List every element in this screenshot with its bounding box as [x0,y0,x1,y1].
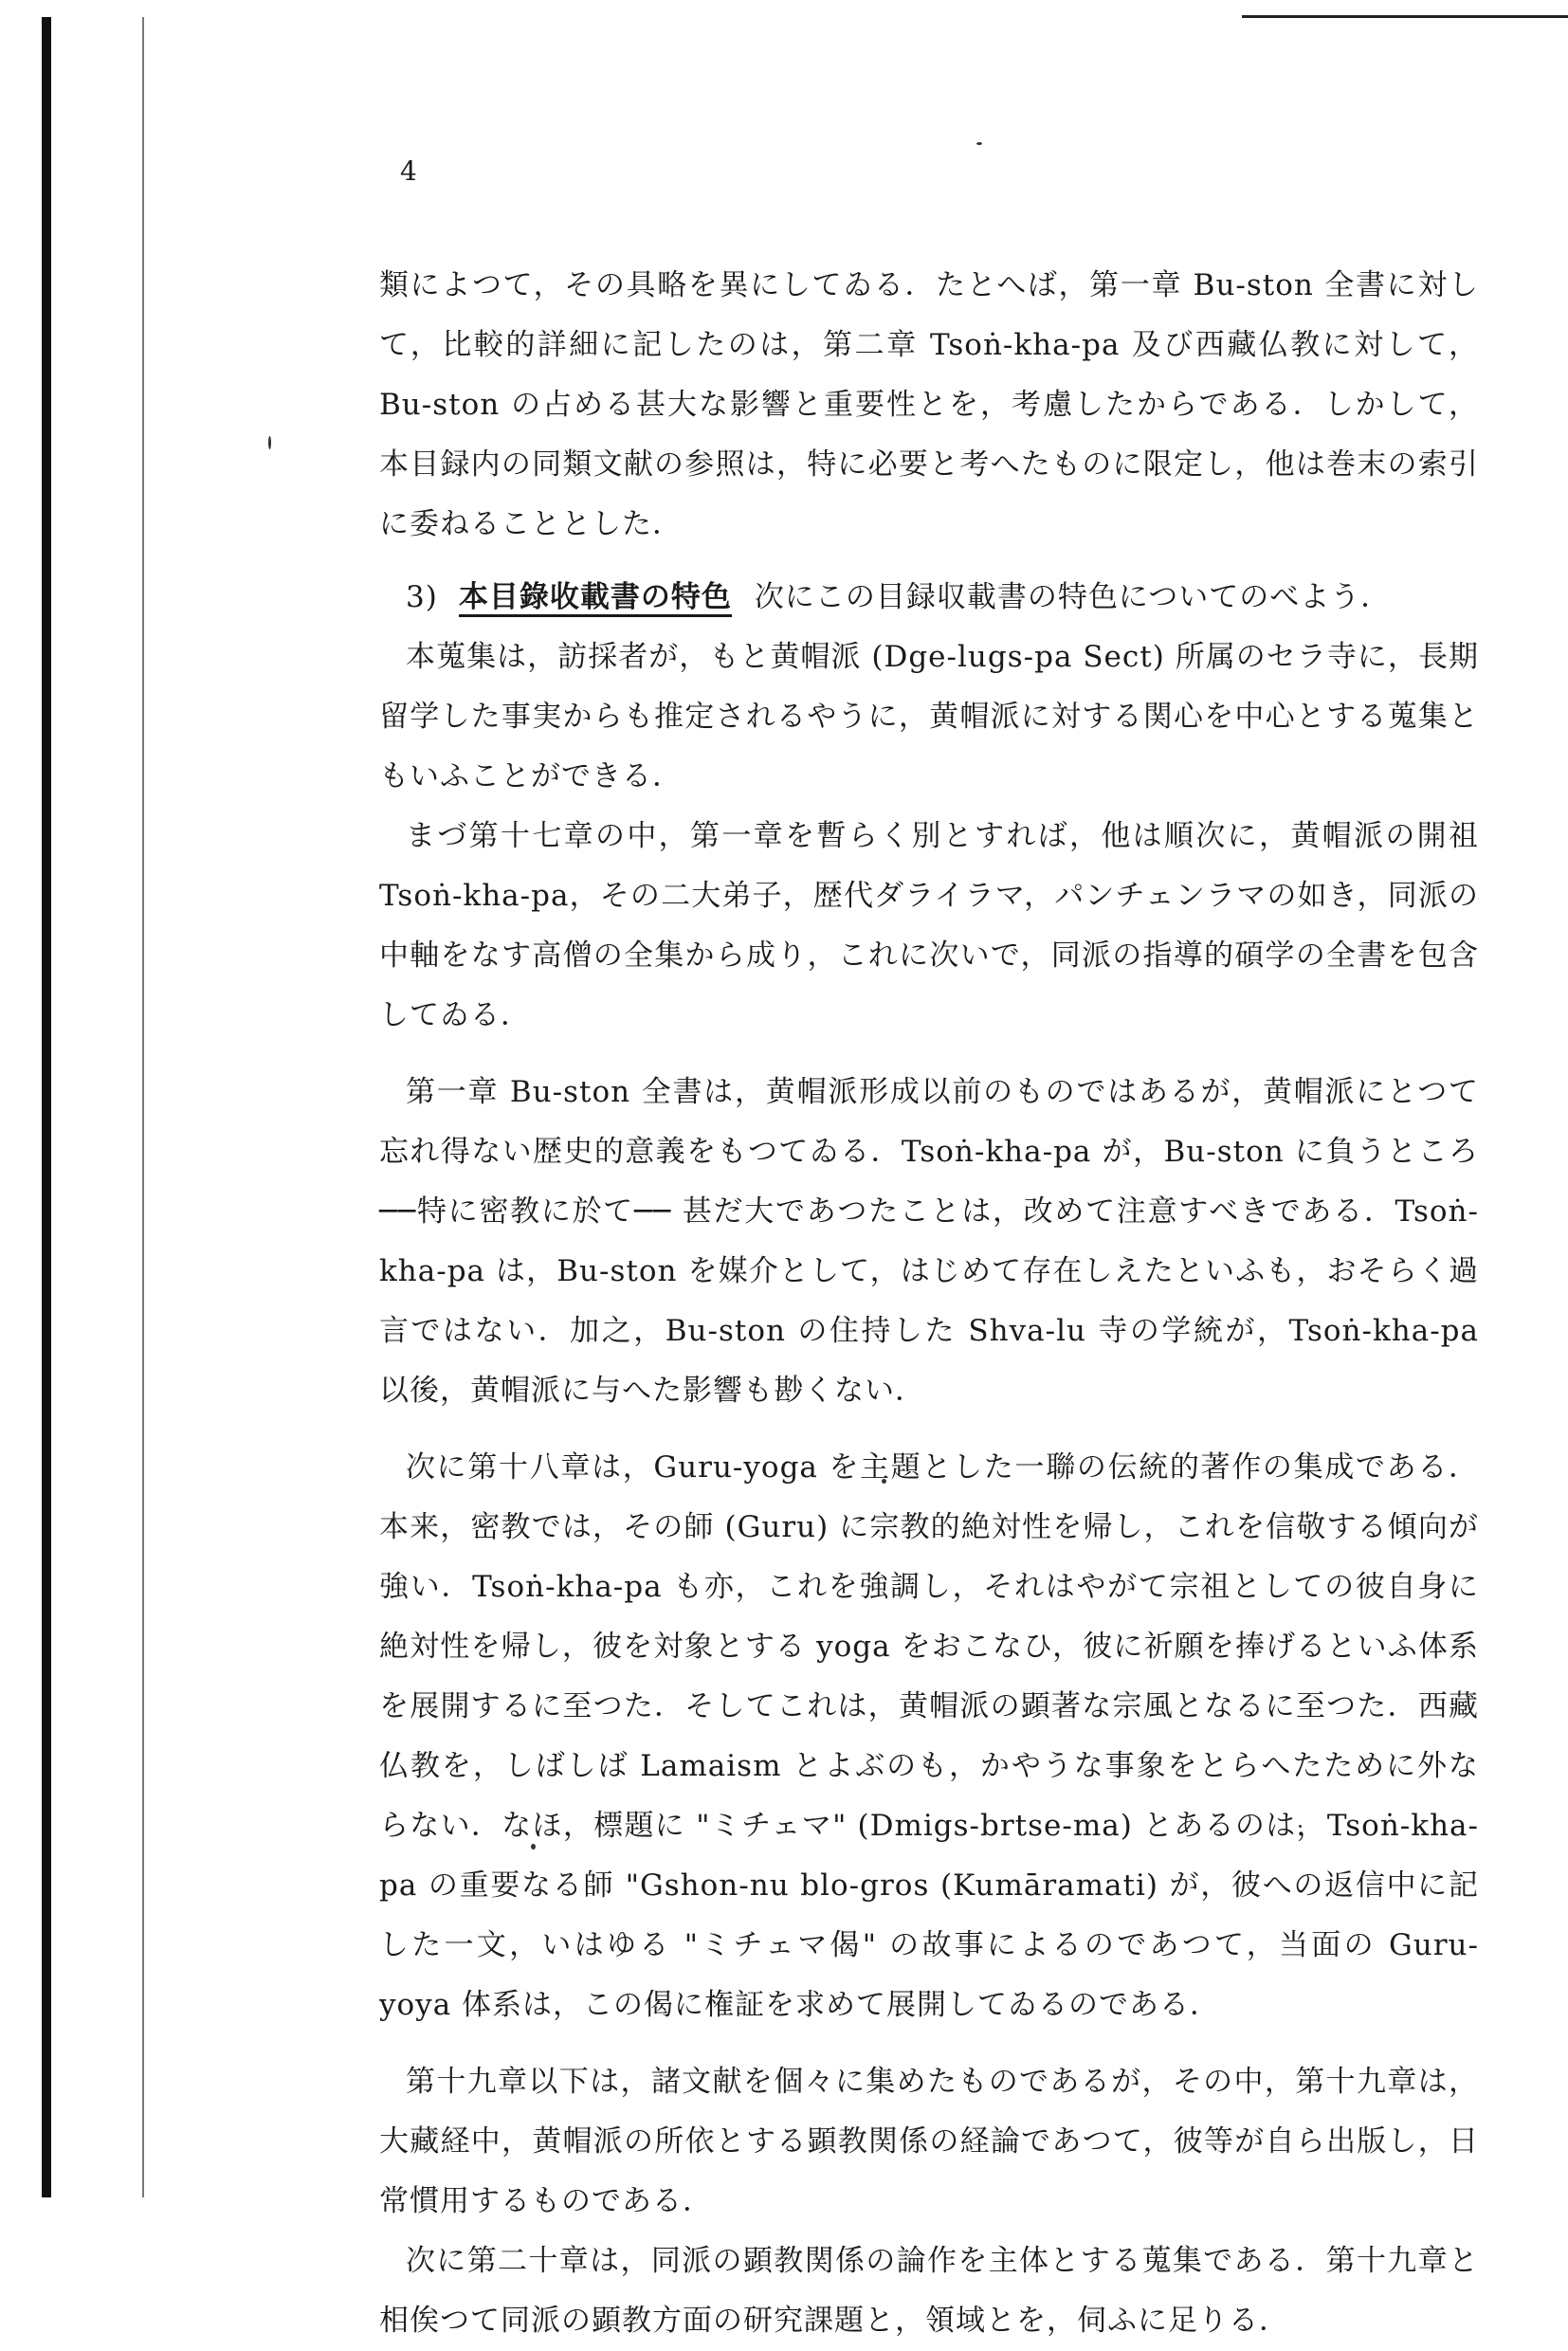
scan-top-rule [1242,15,1568,18]
scan-margin-line [142,17,144,2197]
paragraph: 本蒐集は，訪採者が，もと黄帽派 (Dge-lugs-pa Sect) 所属のセラ寺に，長期留学した事実からも推定されるやうに，黄帽派に対する関心を中心とする蒐集ともいふことができる． [379,640,1479,793]
paragraph: 第十九章以下は，諸文献を個々に集めたものであるが，その中，第十九章は，大藏経中，黄帽派の所依とする顕教関係の経論であつて，彼等が自ら出版し，日常慣用するものである． [379,2065,1479,2218]
section-number: 3) [406,580,438,614]
paragraph: 次に第二十章は，同派の顕教関係の論作を主体とする蒐集である．第十九章と相俟つて同派の顕教方面の研究課題と，領域とを，伺ふに足りる． [379,2244,1479,2338]
scan-speck [976,142,982,145]
section-intro: 次にこの目録収載書の特色についてのべよう． [754,580,1392,614]
paragraph: 類によつて，その具略を異にしてゐる．たとへば，第一章 Bu-ston 全書に対して，比較的詳細に記したのは，第二章 Tsoṅ-kha-pa 及び西藏仏教に対して，Bu-ston の占める甚大な影響と重要性とを，考慮したからである．しかして，本目録内の同類文献の参照は，特に必要と考へたものに限定し，他は巻末の索引に委ねることとした． [379,268,1479,541]
section-heading [379,568,1479,628]
body-text [379,256,1479,2351]
page-number: 4 [400,155,417,187]
section-title: 本目錄收載書の特色 [459,580,732,617]
paragraph: 次に第十八章は，Guru-yoga を主題とした一聯の伝統的著作の集成である．本来，密教では，その師 (Guru) に宗教的絶対性を帰し，これを信敬する傾向が強い．Tsoṅ-kha-pa も亦，これを強調し，それはやがて宗祖としての彼自身に絶対性を帰し，彼を対象とする yoga をおこなひ，彼に祈願を捧げるといふ体系を展開するに至つた．そしてこれは，黄帽派の顕著な宗風となるに至つた．西藏仏教を，しばしば Lamaism とよぶのも，かやうな事象をとらへたために外ならない．なほ，標題に "ミチェマ" (Dmigs-brtse-ma) とあるのは，Tsoṅ-kha-pa の重要なる師 "Gshon-nu blo-gros (Kumāramati) が，彼への返信中に記した一文，いはゆる "ミチェマ偈" の故事によるのであつて，当面の Guru-yoya 体系は，この偈に権証を求めて展開してゐるのである． [379,1450,1480,2022]
paragraph: まづ第十七章の中，第一章を暫らく別とすれば，他は順次に，黄帽派の開祖 Tsoṅ-kha-pa，その二大弟子，歴代ダライラマ，パンチェンラマの如き，同派の中軸をなす高僧の全集から成り，これに次いで，同派の指導的碩学の全書を包含してゐる． [379,819,1479,1032]
scan-speck [268,436,271,449]
paragraph: 第一章 Bu-ston 全書は，黄帽派形成以前のものではあるが，黄帽派にとつて忘れ得ない歴史的意義をもつてゐる．Tsoṅ-kha-pa が，Bu-ston に負うところ ──特に密教に於て── 甚だ大であつたことは，改めて注意すべきである．Tsoṅ-kha-pa は，Bu-ston を媒介として，はじめて存在しえたといふも，おそらく過言ではない．加之，Bu-ston の住持した Shva-lu 寺の学統が，Tsoṅ-kha-pa 以後，黄帽派に与へた影響も尠くない． [379,1075,1479,1408]
scan-binding-edge [42,17,51,2197]
